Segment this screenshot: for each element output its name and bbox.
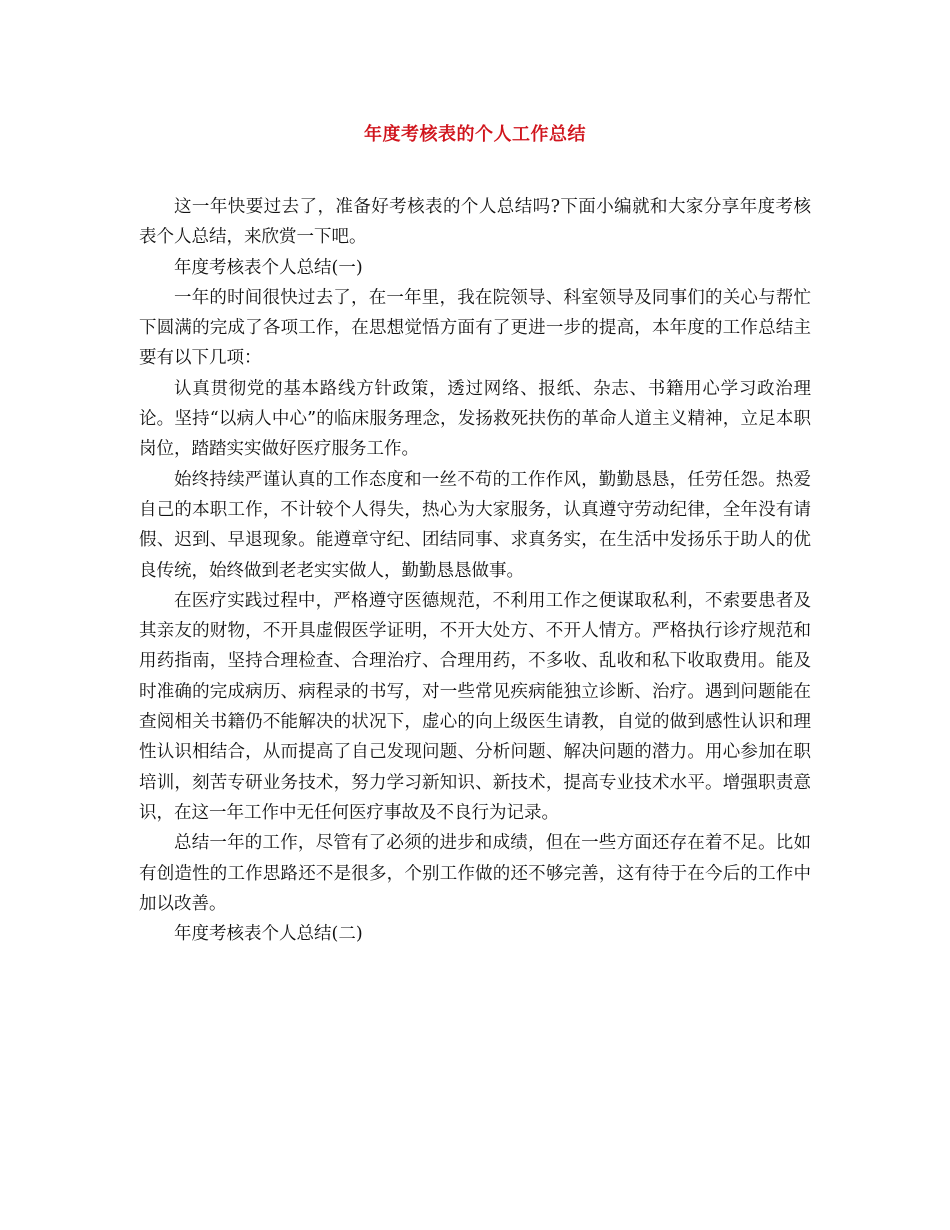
paragraph: 一年的时间很快过去了，在一年里，我在院领导、科室领导及同事们的关心与帮忙下圆满的完成了各项工作，在思想觉悟方面有了更进一步的提高，本年度的工作总结主要有以下几项：	[139, 287, 811, 369]
paragraph-intro: 这一年快要过去了，准备好考核表的个人总结吗?下面小编就和大家分享年度考核表个人总结，来欣赏一下吧。	[139, 197, 811, 248]
paragraph: 在医疗实践过程中，严格遵守医德规范，不利用工作之便谋取私利，不索要患者及其亲友的财物，不开具虚假医学证明，不开大处方、不开人情方。严格执行诊疗规范和用药指南，坚持合理检查、合理治疗、合理用药，不多收、乱收和私下收取费用。能及时准确的完成病历、病程录的书写，对一些常见疾病能独立诊断、治疗。遇到问题能在查阅相关书籍仍不能解决的状况下，虚心的向上级医生请教，自觉的做到感性认识和理性认识相结合，从而提高了自己发现问题、分析问题、解决问题的潜力。用心参加在职培训，刻苦专研业务技术，努力学习新知识、新技术，提高专业技术水平。增强职责意识，在这一年工作中无任何医疗事故及不良行为记录。	[139, 590, 811, 823]
paragraph: 总结一年的工作，尽管有了必须的进步和成绩，但在一些方面还存在着不足。比如有创造性的工作思路还不是很多，个别工作做的还不够完善，这有待于在今后的工作中加以改善。	[139, 833, 811, 914]
section-heading-one: 年度考核表个人总结(一)	[174, 257, 363, 278]
document-title: 年度考核表的个人工作总结	[364, 124, 586, 145]
paragraph: 认真贯彻党的基本路线方针政策，透过网络、报纸、杂志、书籍用心学习政治理论。坚持“以病人中心”的临床服务理念，发扬救死扶伤的革命人道主义精神，立足本职岗位，踏踏实实做好医疗服务工作。	[139, 378, 811, 460]
section-heading-two: 年度考核表个人总结(二)	[174, 924, 363, 945]
paragraph: 始终持续严谨认真的工作态度和一丝不苟的工作作风，勤勤恳恳，任劳任怨。热爱自己的本职工作，不计较个人得失，热心为大家服务，认真遵守劳动纪律，全年没有请假、迟到、早退现象。能遵章守纪、团结同事、求真务实，在生活中发扬乐于助人的优良传统，始终做到老老实实做人，勤勤恳恳做事。	[139, 469, 811, 581]
document-body	[139, 192, 811, 949]
